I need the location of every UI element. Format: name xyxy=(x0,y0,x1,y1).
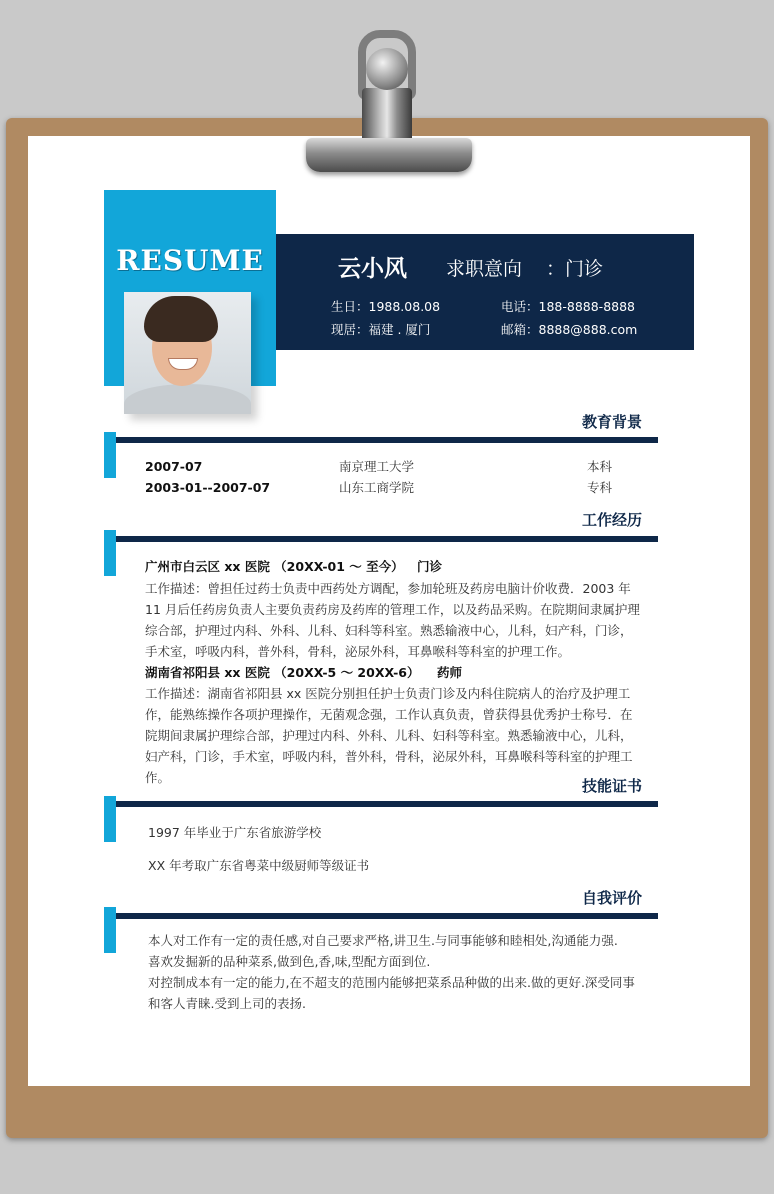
email-info: 邮箱：8888@888.com xyxy=(501,322,638,337)
job-desc-line: 作，能熟练操作各项护理操作，无菌观念强，工作认真负责，曾获得县优秀护士称号．在 xyxy=(145,707,633,722)
self-eval-line: 喜欢发掘新的品种菜系,做到色,香,味,型配方面到位. xyxy=(148,954,431,969)
binder-clip xyxy=(306,138,472,172)
skills-accent xyxy=(104,796,116,842)
clip-knob xyxy=(366,48,408,90)
job-desc-line: 作。 xyxy=(145,770,171,785)
candidate-name: 云小风 xyxy=(338,256,407,282)
job-desc-line: 综合部，护理过内科、外科、儿科、妇科等科室。熟悉输液中心，儿科，妇产科，门诊， xyxy=(145,623,633,638)
skill-item: XX 年考取广东省粤菜中级厨师等级证书 xyxy=(148,858,370,873)
skills-divider xyxy=(116,801,658,807)
job-desc-line: 手术室，呼吸内科，普外科，骨科，泌尿外科，耳鼻喉科等科室的护理工作。 xyxy=(145,644,571,659)
job-desc-line: 院期间隶属护理综合部，护理过内科、外科、儿科、妇科等科室。熟悉输液中心，儿科， xyxy=(145,728,633,743)
birth-info: 生日：1988.08.08 xyxy=(331,299,441,314)
job-desc-line: 11 月后任药房负责人主要负责药房及药库的管理工作，以及药品采购。在院期间隶属护理 xyxy=(145,602,640,617)
edu-degree: 专科 xyxy=(587,480,613,495)
residence-info: 现居：福建 . 厦门 xyxy=(331,322,431,337)
education-accent xyxy=(104,432,116,478)
self-eval-title: 自我评价 xyxy=(581,889,642,907)
self-eval-divider xyxy=(116,913,658,919)
education-title: 教育背景 xyxy=(581,413,642,431)
self-eval-line: 本人对工作有一定的责任感,对自己要求严格,讲卫生.与同事能够和睦相处,沟通能力强. xyxy=(148,933,618,948)
job-intent-value: ：门诊 xyxy=(546,258,604,280)
work-title: 工作经历 xyxy=(581,511,642,529)
edu-school: 南京理工大学 xyxy=(339,459,415,474)
job-desc-line: 妇产科，门诊，手术室，呼吸内科，普外科，骨科，泌尿外科，耳鼻喉科等科室的护理工 xyxy=(145,749,633,764)
job-role: 门诊 xyxy=(417,559,443,574)
edu-school: 山东工商学院 xyxy=(339,480,415,495)
education-divider xyxy=(116,437,658,443)
skill-item: 1997 年毕业于广东省旅游学校 xyxy=(148,825,322,840)
edu-degree: 本科 xyxy=(587,459,613,474)
job-desc-line: 工作描述：曾担任过药士负责中西药处方调配，参加轮班及药房电脑计价收费．2003 年 xyxy=(145,581,631,596)
skills-title: 技能证书 xyxy=(581,777,642,795)
profile-photo xyxy=(124,292,251,414)
job-desc-line: 工作描述：湖南省祁阳县 xx 医院分别担任护士负责门诊及内科住院病人的治疗及护理工 xyxy=(145,686,631,701)
edu-date: 2003-01--2007-07 xyxy=(145,480,271,495)
self-eval-line: 对控制成本有一定的能力,在不超支的范围内能够把菜系品种做的出来.做的更好.深受同事 xyxy=(148,975,635,990)
edu-date: 2007-07 xyxy=(145,459,203,474)
job-role: 药师 xyxy=(437,665,463,680)
work-divider xyxy=(116,536,658,542)
self-eval-accent xyxy=(104,907,116,953)
job-intent-label: 求职意向 xyxy=(446,258,523,280)
job-heading: 湖南省祁阳县 xx 医院 （20XX-5 ～ 20XX-6） xyxy=(145,665,420,680)
phone-info: 电话：188-8888-8888 xyxy=(501,299,636,314)
self-eval-line: 和客人青睐.受到上司的表扬. xyxy=(148,996,306,1011)
resume-logo: RESUME xyxy=(116,244,264,277)
work-accent xyxy=(104,530,116,576)
job-heading: 广州市白云区 xx 医院 （20XX-01 ～ 至今） xyxy=(145,559,404,574)
